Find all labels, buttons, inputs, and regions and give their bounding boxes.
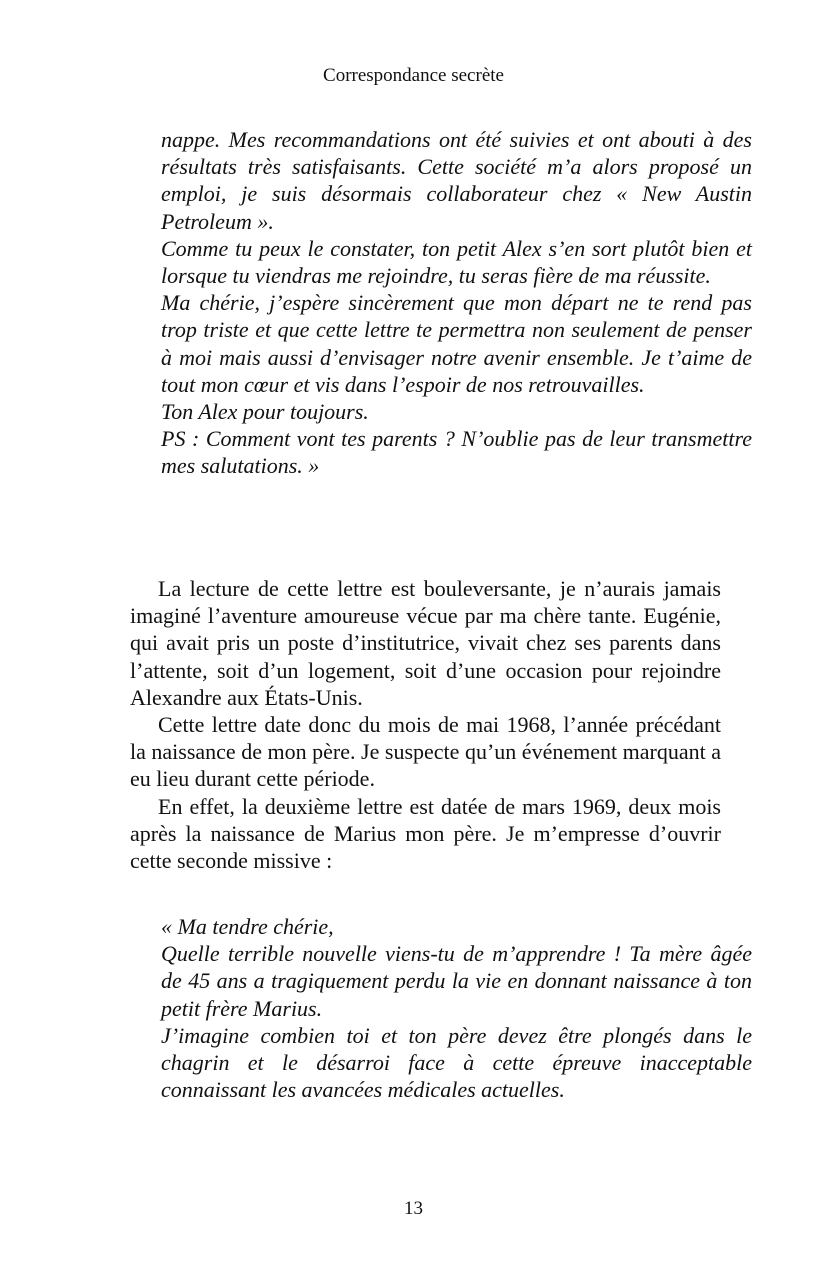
letter-1-signature: Ton Alex pour toujours. <box>161 399 369 425</box>
letter-2-paragraph: J’imagine combien toi et ton père devez être plongés dans le chagrin et le désarroi face à cette épreuve inacceptable connaissant les avancées médicales actuelles. <box>161 1022 752 1103</box>
running-head: Correspondance secrète <box>323 65 504 86</box>
letter-excerpt-2 <box>130 913 752 1103</box>
letter-1-paragraph: nappe. Mes recommandations ont été suivies et ont abouti à des résultats très satisfaisants. Cette société m’a alors proposé un emploi, je suis désormais collaborateur chez « New Austin Petroleum ». <box>161 127 752 234</box>
narrative-paragraph: Cette lettre date donc du mois de mai 1968, l’année précédant la naissance de mon père. Je suspecte qu’un événement marquant a eu lieu durant cette période. <box>130 712 721 792</box>
letter-2-paragraph: Quelle terrible nouvelle viens-tu de m’apprendre ! Ta mère âgée de 45 ans a tragiquement perdu la vie en donnant naissance à ton petit frère Marius. <box>161 941 752 1021</box>
narrative-paragraph: En effet, la deuxième lettre est datée de mars 1969, deux mois après la naissance de Marius mon père. Je m’empresse d’ouvrir cette seconde missive : <box>130 793 721 874</box>
narrative-paragraph: La lecture de cette lettre est bouleversante, je n’aurais jamais imaginé l’aventure amoureuse vécue par ma chère tante. Eugénie, qui avait pris un poste d’institutrice, vivait chez ses parents dans l’attente, soit d’un logement, soit d’une occasion pour rejoindre Alexandre aux États-Unis. <box>130 576 721 710</box>
letter-1-paragraph: Ma chérie, j’espère sincèrement que mon départ ne te rend pas trop triste et que cette lettre te permettra non seulement de penser à moi mais aussi d’envisager notre avenir ensemble. Je t’aime de tout mon cœur et vis dans l’espoir de nos retrouvailles. <box>161 290 752 397</box>
narrative-text <box>130 575 721 874</box>
letter-2-salutation: « Ma tendre chérie, <box>161 914 334 939</box>
letter-1-postscript: PS : Comment vont tes parents ? N’oublie pas de leur transmettre mes salutations. » <box>161 426 752 479</box>
letter-1-paragraph: Comme tu peux le constater, ton petit Alex s’en sort plutôt bien et lorsque tu viendras me rejoindre, tu seras fière de ma réussite. <box>161 235 752 289</box>
page-number: 13 <box>404 1198 423 1219</box>
letter-excerpt-1 <box>130 126 752 480</box>
